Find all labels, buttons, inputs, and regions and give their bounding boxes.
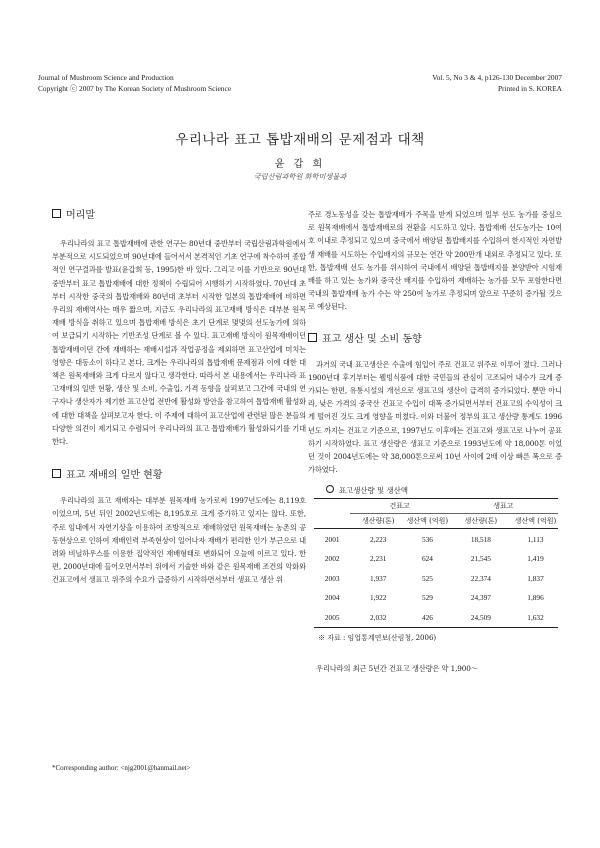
table-row — [314, 549, 558, 569]
status-continued-paragraph: 주로 경노동성을 갖는 톱밥재배가 주목을 받게 되었으며 일부 선도 농가를 중심으로 원목재배에서 톱밥재배로의 전환을 시도하고 있다. 톱밥재배 선도농가는 10여호 이내로 추정되고 있으며 중국에서 배양된 톱밥배지를 수입하여 한시적인 자연발생 재배를 시도하는 수입배지의 규모는 연간 약 200만개 내외로 추정되고 있다. 또한, 톱밥재배 선도 농가를 위시하여 국내에서 배양된 톱밥배지를 분양받아 시험재배를 하고 있는 농가와 중국산 배지를 수입하여 재배하는 농가를 모두 포함한다면 국내의 톱밥재배 농가 수는 약 250여 농가로 추정되며 앞으로 꾸준히 증가될 것으로 예상된다. — [308, 210, 562, 312]
circle-bullet-icon — [326, 485, 334, 493]
left-column — [52, 208, 306, 587]
group-header-fresh: 생표고 — [449, 499, 558, 514]
intro-heading: 머리말 — [52, 208, 306, 224]
author-name: 윤 갑 희 — [274, 159, 326, 170]
journal-header — [38, 72, 231, 94]
table-group-header-row — [314, 499, 558, 514]
table-row — [314, 588, 558, 608]
dry-qty-cell: 1,922 — [369, 593, 387, 603]
table-source-note: ※ 자료 : 임업통계연보(산림청, 2006) — [318, 633, 437, 642]
table-row — [314, 529, 558, 549]
corresponding-author-footnote: *Corresponding author: <njg2001@hanmail.net> — [52, 764, 191, 772]
production-table — [314, 498, 558, 628]
fresh-value-cell: 1,113 — [527, 534, 544, 544]
status-paragraph: 우리나라의 표고 재배자는 대부분 원목재배 농가로써 1997년도에는 8,119호이었으며, 5년 뒤인 2002년도에는 8,195호로 크게 증가하고 있지는 않다. 또한, 주로 임내에서 자연기상을 이용하여 조방적으로 재배하였던 원목재배는 농촌의 공동현상으로 인하여 재배인력 부족현상이 일어나자 재배가 편리한 인가 부근으로 내려와 비닐하우스를 이용한 집약적인 재배형태로 변화되어 오늘에 이르고 있다. 한편, 2000년대에 들어오면서부터 위에서 기술한 바와 같은 원목재배 조건의 악화와 건표고에서 생표고 위주의 수요가 급증하기 시작하면서부터 생표고 생산 위 — [52, 496, 306, 585]
fresh-value-cell: 1,419 — [527, 554, 544, 564]
table-title: 표고생산량 및 생산액 — [308, 484, 562, 498]
copyright-line: Copyright ⓒ 2007 by The Korean Society of Mushroom Science — [38, 84, 232, 93]
table-column-header-row — [314, 514, 558, 529]
table-row — [314, 607, 558, 627]
square-bullet-icon — [52, 209, 61, 218]
year-header — [314, 499, 350, 529]
status-heading: 표고 재배의 일반 현황 — [52, 468, 306, 484]
fresh-value-cell: 1,837 — [527, 573, 544, 583]
volume-line: Vol. 5, No 3 & 4, p126-130 December 2007 — [432, 73, 562, 82]
dry-value-cell: 529 — [421, 593, 433, 603]
year-cell: 2003 — [324, 573, 340, 583]
col-header-fresh-qty: 생산량(톤) — [449, 514, 513, 529]
printed-line: Printed in S. KOREA — [497, 84, 562, 93]
dry-value-cell: 525 — [421, 573, 433, 583]
fresh-qty-cell: 18,518 — [470, 534, 491, 544]
journal-name: Journal of Mushroom Science and Production — [38, 73, 174, 82]
production-next-paragraph-start: 우리나라의 최근 5년간 건표고 생산량은 약 1,900～ — [316, 663, 478, 673]
square-bullet-icon — [308, 333, 317, 342]
dry-qty-cell: 1,937 — [369, 573, 387, 583]
intro-paragraph: 우리나라의 표고 톱밥재배에 관한 연구는 80년대 중반부터 국립산림과학원에서 부분적으로 시도되었으며 90년대에 들어서서 본격적인 기초 연구에 착수하여 종합적인 연구결과를 발표(윤갑희 등, 1995)한 바 있다. 그리고 이를 기반으로 90년대 중반부터 표고 톱밥재배에 대한 정책이 수립되어 시행하기 시작하였다. 70년대 초부터 시작한 중국의 톱밥재배와 80년대 초부터 시작한 일본의 톱밥재배에 비하면 우리의 재배역사는 매우 짧으며, 지금도 우리나라의 표고재배 방식은 대부분 원목재배 방식을 취하고 있으며 톱밥재배 방식은 초기 단계로 몇몇의 선도농가에 의하여 보급되기 시작하는 기반조성 단계로 볼 수 있다. 표고재배 방식이 원목재배이던 톱밥재배이던 간에 재배하는 재배시설과 작업공정을 제외하면 표고산업에 미치는 영향은 대동소이 하다고 본다, 크게는 우리나라의 톱밥재배 문제점과 이에 대한 대책은 원목재배와 크게 다르지 않다고 생각한다. 따라서 본 내용에서는 우리나라 표고재배의 일반 현황, 생산 및 소비, 수출입, 가격 동향을 살펴보고 그간에 국내의 연구자나 생산자가 제기한 표고산업 전반에 활성화 방안을 참고하여 톱밥재배 활성화에 대한 대책을 살펴보고자 한다. 이 주제에 대하여 표고산업에 관련된 많은 분들의 다양한 의견이 제기되고 수렴되어 우리나라의 표고 톱밥재배가 활성화되기를 기대한다. — [52, 239, 306, 447]
right-column — [308, 208, 562, 675]
year-cell: 2002 — [324, 554, 340, 564]
fresh-value-cell: 1,896 — [527, 593, 544, 603]
table-row — [314, 568, 558, 588]
square-bullet-icon — [52, 469, 61, 478]
col-header-fresh-value: 생산액 (억원) — [513, 514, 558, 529]
group-header-dry: 건표고 — [350, 499, 448, 514]
dry-qty-cell: 2,032 — [350, 607, 406, 627]
dry-qty-cell: 2,223 — [369, 534, 387, 544]
dry-qty-cell: 2,231 — [369, 554, 387, 564]
year-cell: 2001 — [324, 534, 340, 544]
dry-value-cell: 536 — [421, 534, 433, 544]
fresh-qty-cell: 22,374 — [470, 573, 491, 583]
fresh-qty-cell: 24,397 — [470, 593, 491, 603]
fresh-qty-cell: 21,545 — [470, 554, 491, 564]
dry-value-cell: 426 — [406, 607, 449, 627]
production-heading: 표고 생산 및 소비 동향 — [308, 332, 562, 348]
fresh-qty-cell: 24,509 — [449, 607, 513, 627]
col-header-dry-qty: 생산량(톤) — [350, 514, 406, 529]
dry-value-cell: 624 — [421, 554, 433, 564]
paper-title: 우리나라 표고 톱밥재배의 문제점과 대책 — [175, 132, 425, 148]
author-affiliation: 국립산림과학원 화학미생물과 — [253, 172, 347, 181]
year-cell: 2004 — [324, 593, 340, 603]
issue-header — [432, 72, 562, 94]
production-paragraph: 과거의 국내 표고생산은 수출에 힘입어 주로 건표고 위주로 이루어 졌다. 그러나 1900년대 후기부터는 웰빙식품에 대한 국민들의 관심이 고조되어 내수가 크게 증가되는 한편, 유통시설의 개선으로 생표고의 생산이 급격히 증가되었다. 뿐만 아니라, 낮은 가격의 중국산 건표고 수입이 대폭 증가되면서부터 건표고의 수익성이 크게 떨어진 것도 크게 영향을 미쳤다. 이와 더불어 정부의 표고 생산량 통계도 1996년도 까지는 건표고 기준으로, 1997년도 이후에는 건표고와 생표고로 나누어 공표하기 시작하였다. 표고 생산량은 생표고 기준으로 1993년도에 약 18,000톤 이었던 것이 2004년도에는 약 38,000톤으로써 10년 사이에 2배 이상 빠른 폭으로 증가하였다. — [308, 359, 562, 475]
fresh-value-cell: 1,632 — [513, 607, 558, 627]
year-cell: 2005 — [314, 607, 350, 627]
col-header-dry-value: 생산액 (억원) — [406, 514, 449, 529]
